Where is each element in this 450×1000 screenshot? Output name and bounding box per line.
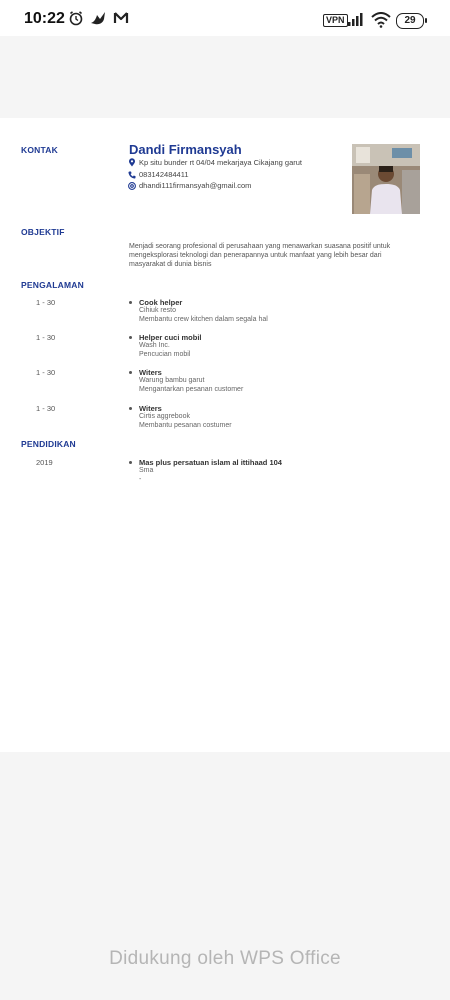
experience-date: 1 - 30 bbox=[36, 404, 56, 413]
contact-address bbox=[128, 158, 302, 167]
experience-item bbox=[0, 333, 450, 363]
bird-app-icon bbox=[90, 10, 108, 26]
experience-date: 1 - 30 bbox=[36, 298, 56, 307]
experience-item bbox=[0, 404, 450, 434]
experience-date: 1 - 30 bbox=[36, 333, 56, 342]
gmail-icon bbox=[113, 10, 129, 26]
alarm-icon bbox=[68, 10, 84, 26]
location-pin-icon bbox=[128, 158, 136, 167]
email-text: dhandi111firmansyah@gmail.com bbox=[139, 181, 252, 190]
objective-text: Menjadi seorang profesional di perusahaan yang menawarkan suasana positif untuk mengeksplorasi teknologi dan penerapannya untuk manfaat yang lebih besar dari masyarakat di dunia bisnis bbox=[129, 243, 391, 268]
experience-item bbox=[0, 298, 450, 328]
section-title-experience: PENGALAMAN bbox=[21, 280, 84, 290]
profile-photo bbox=[352, 144, 420, 214]
education-level: Sma bbox=[139, 467, 154, 474]
education-item bbox=[0, 458, 450, 488]
vpn-badge: VPN bbox=[323, 14, 348, 27]
education-desc: - bbox=[139, 476, 142, 483]
bullet bbox=[129, 371, 132, 374]
experience-company: Wash Inc. bbox=[139, 342, 170, 349]
battery-tip bbox=[425, 18, 427, 23]
resume-name: Dandi Firmansyah bbox=[129, 142, 242, 157]
contact-email bbox=[128, 181, 251, 190]
bullet bbox=[129, 407, 132, 410]
experience-title: Witers bbox=[139, 404, 162, 413]
experience-company: Warung bambu garut bbox=[139, 377, 205, 384]
bullet bbox=[129, 301, 132, 304]
wifi-icon bbox=[371, 12, 391, 28]
signal-icon bbox=[347, 12, 365, 26]
experience-item bbox=[0, 368, 450, 398]
contact-phone bbox=[128, 170, 189, 179]
footer-powered-by: Didukung oleh WPS Office bbox=[109, 948, 341, 969]
bullet bbox=[129, 336, 132, 339]
bullet bbox=[129, 461, 132, 464]
section-title-contact: KONTAK bbox=[21, 145, 58, 155]
education-title: Mas plus persatuan islam al ittihaad 104 bbox=[139, 458, 282, 467]
experience-title: Witers bbox=[139, 368, 162, 377]
status-time: 10:22 bbox=[24, 10, 65, 27]
resume-page bbox=[0, 118, 450, 752]
battery-indicator: 29 bbox=[396, 13, 424, 29]
experience-title: Cook helper bbox=[139, 298, 183, 307]
experience-company: Cirtis aggrebook bbox=[139, 413, 190, 420]
experience-desc: Pencucian mobil bbox=[139, 351, 191, 358]
experience-title: Helper cuci mobil bbox=[139, 333, 202, 342]
section-title-objective: OBJEKTIF bbox=[21, 227, 65, 237]
experience-desc: Membantu pesanan costumer bbox=[139, 422, 232, 429]
experience-company: Cihiuk resto bbox=[139, 307, 176, 314]
experience-desc: Membantu crew kitchen dalam segala hal bbox=[139, 316, 268, 323]
status-bar bbox=[0, 0, 450, 36]
education-date: 2019 bbox=[36, 458, 53, 467]
section-title-education: PENDIDIKAN bbox=[21, 439, 76, 449]
address-text: Kp situ bunder rt 04/04 mekarjaya Cikajang garut bbox=[139, 158, 303, 167]
experience-date: 1 - 30 bbox=[36, 368, 56, 377]
experience-desc: Mengantarkan pesanan customer bbox=[139, 386, 244, 393]
phone-text: 083142484411 bbox=[139, 170, 189, 179]
phone-icon bbox=[128, 171, 136, 179]
at-sign-icon bbox=[128, 182, 136, 190]
profile-photo-image bbox=[352, 144, 420, 214]
